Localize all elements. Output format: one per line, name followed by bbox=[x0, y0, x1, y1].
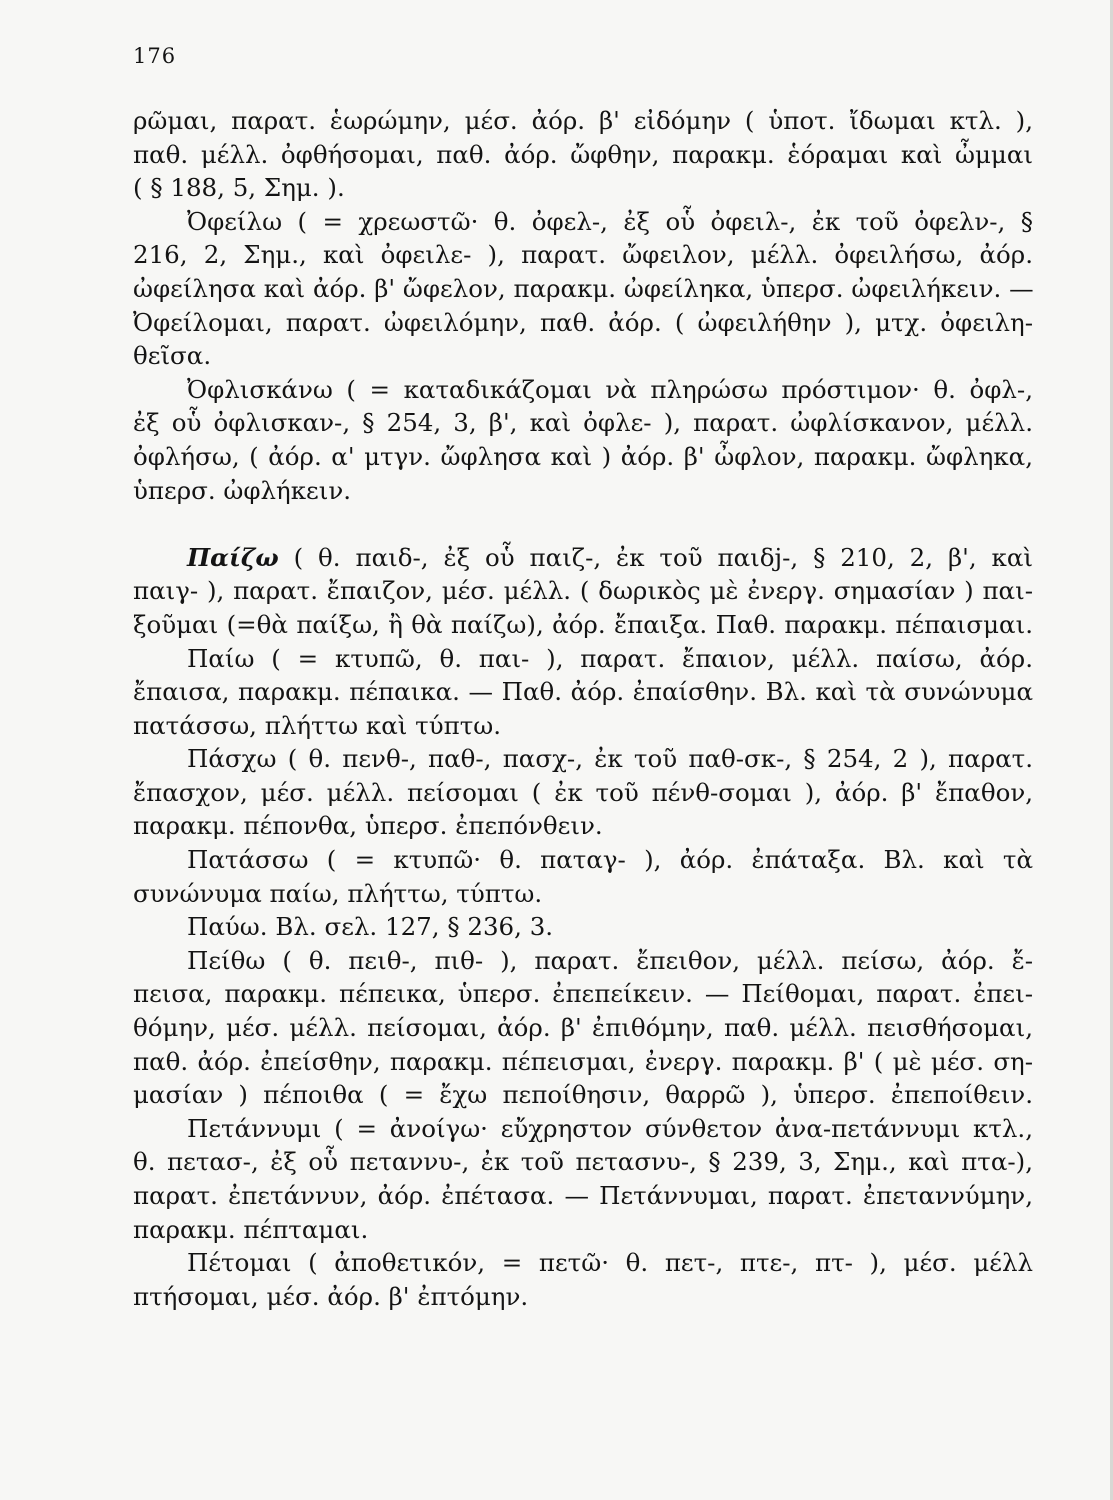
text-line: Πετάννυμι ( = ἀνοίγω· εὔχρηστον σύνθετον ἀνα-πετάννυμι κτλ., bbox=[187, 1113, 1033, 1143]
paragraph-gap bbox=[133, 507, 1033, 541]
text-line: 216, 2, Σημ., καὶ ὀφειλε- ), παρατ. ὤφειλον, μέλλ. ὀφειλήσω, ἀόρ. bbox=[133, 240, 1033, 270]
text-line: ( § 188, 5, Σημ. ). bbox=[133, 173, 345, 203]
text-line: ὀφλήσω, ( ἀόρ. α' μτγν. ὤφλησα καὶ ) ἀόρ. β' ὦφλον, παρακμ. ὤφληκα, bbox=[133, 441, 1033, 471]
text-line: παρακμ. πέπταμαι. bbox=[133, 1214, 369, 1244]
text-line: μασίαν ) πέποιθα ( = ἔχω πεποίθησιν, θαρρῶ ), ὑπερσ. ἐπεποίθειν. bbox=[133, 1080, 1033, 1110]
text-line: Ὀφείλομαι, παρατ. ὠφειλόμην, παθ. ἀόρ. ( ὠφειλήθην ), μτχ. ὀφειλη- bbox=[133, 307, 1033, 337]
text-line: Ὀφείλω ( = χρεωστῶ· θ. ὀφελ-, ἐξ οὗ ὀφειλ-, ἐκ τοῦ ὀφελν-, § bbox=[187, 206, 1033, 236]
text-line: παιγ- ), παρατ. ἔπαιζον, μέσ. μέλλ. ( δωρικὸς μὲ ἐνεργ. σημασίαν ) παι- bbox=[133, 576, 1033, 606]
text-line: Πατάσσω ( = κτυπῶ· θ. παταγ- ), ἀόρ. ἐπάταξα. Βλ. καὶ τὰ bbox=[187, 845, 1033, 875]
text-line: θεῖσα. bbox=[133, 341, 212, 371]
text-line: ὑπερσ. ὠφλήκειν. bbox=[133, 475, 352, 505]
text-line: Παύω. Βλ. σελ. 127, § 236, 3. bbox=[187, 912, 554, 942]
text-line: Ὀφλισκάνω ( = καταδικάζομαι νὰ πληρώσω πρόστιμον· θ. ὀφλ-, bbox=[187, 374, 1033, 404]
text-line: παρακμ. πέπονθα, ὑπερσ. ἐπεπόνθειν. bbox=[133, 811, 603, 841]
line-text: ( θ. παιδ-, ἐξ οὗ παιζ-, ἐκ τοῦ παιδj-, § 210, 2, β', καὶ bbox=[278, 542, 1033, 572]
text-line: Πείθω ( θ. πειθ-, πιθ- ), παρατ. ἔπειθον, μέλλ. πείσω, ἀόρ. ἔ- bbox=[187, 945, 1033, 975]
text-line: ἐξ οὗ ὀφλισκαν-, § 254, 3, β', καὶ ὀφλε- ), παρατ. ὠφλίσκανον, μέλλ. bbox=[133, 408, 1033, 438]
text-line: Παίω ( = κτυπῶ, θ. παι- ), παρατ. ἔπαιον, μέλλ. παίσω, ἀόρ. bbox=[187, 643, 1033, 673]
text-line: παθ. μέλλ. ὀφθήσομαι, παθ. ἀόρ. ὤφθην, παρακμ. ἑόραμαι καὶ ὦμμαι bbox=[133, 139, 1033, 169]
text-line: παρατ. ἐπετάννυν, ἀόρ. ἐπέτασα. — Πετάννυμαι, παρατ. ἐπεταννύμην, bbox=[133, 1181, 1033, 1210]
page-number: 176 bbox=[133, 44, 177, 68]
headword: Παίζω bbox=[187, 542, 279, 572]
text-line: πεισα, παρακμ. πέπεικα, ὑπερσ. ἐπεπείκειν. — Πείθομαι, παρατ. ἐπει- bbox=[133, 979, 1033, 1009]
text-line: ξοῦμαι (=θὰ παίξω, ἢ θὰ παίζω), ἀόρ. ἔπαιξα. Παθ. παρακμ. πέπαισμαι. bbox=[133, 609, 1033, 639]
text-line: Πέτομαι ( ἀποθετικόν, = πετῶ· θ. πετ-, πτε-, πτ- ), μέσ. μέλλ bbox=[187, 1248, 1033, 1278]
text-line bbox=[133, 541, 1033, 575]
text-line: παθ. ἀόρ. ἐπείσθην, παρακμ. πέπεισμαι, ἐνεργ. παρακμ. β' ( μὲ μέσ. ση- bbox=[133, 1046, 1033, 1076]
text-line: ρῶμαι, παρατ. ἑωρώμην, μέσ. ἀόρ. β' εἰδόμην ( ὑποτ. ἴδωμαι κτλ. ), bbox=[133, 106, 1033, 135]
text-line: θόμην, μέσ. μέλλ. πείσομαι, ἀόρ. β' ἐπιθόμην, παθ. μέλλ. πεισθήσομαι, bbox=[133, 1013, 1033, 1043]
text-line: ἔπασχον, μέσ. μέλλ. πείσομαι ( ἐκ τοῦ πένθ-σομαι ), ἀόρ. β' ἔπαθον, bbox=[133, 777, 1033, 807]
text-line: Πάσχω ( θ. πενθ-, παθ-, πασχ-, ἐκ τοῦ παθ-σκ-, § 254, 2 ), παρατ. bbox=[187, 744, 1033, 774]
text-line: ἔπαισα, παρακμ. πέπαικα. — Παθ. ἀόρ. ἐπαίσθην. Βλ. καὶ τὰ συνώνυμα bbox=[133, 677, 1033, 707]
text-line: πατάσσω, πλήττω καὶ τύπτω. bbox=[133, 710, 502, 740]
dictionary-text bbox=[133, 104, 1033, 1313]
text-line: συνώνυμα παίω, πλήττω, τύπτω. bbox=[133, 878, 543, 908]
text-line: ὠφείλησα καὶ ἀόρ. β' ὤφελον, παρακμ. ὠφείληκα, ὑπερσ. ὠφειλήκειν. — bbox=[133, 273, 1034, 303]
text-line: πτήσομαι, μέσ. ἀόρ. β' ἐπτόμην. bbox=[133, 1281, 529, 1311]
text-line: θ. πετασ-, ἐξ οὗ πεταννυ-, ἐκ τοῦ πετασνυ-, § 239, 3, Σημ., καὶ πτα-), bbox=[133, 1147, 1033, 1177]
